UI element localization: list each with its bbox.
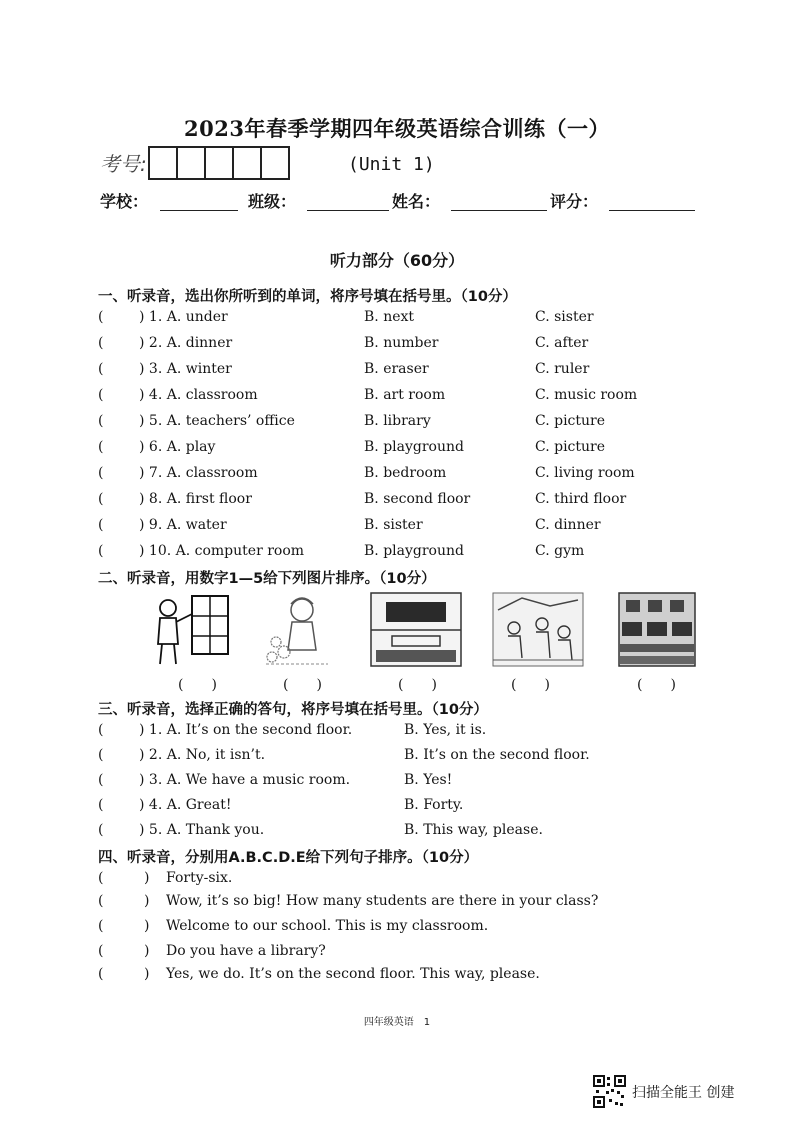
child-with-flowers-picture	[262, 592, 332, 667]
scanner-watermark	[593, 1075, 734, 1108]
answer-paren-left[interactable]: (	[98, 465, 104, 481]
playground-picture	[492, 592, 584, 667]
option-c: C. music room	[535, 387, 638, 403]
answer-paren-right: )	[144, 870, 150, 886]
q3-row	[98, 822, 698, 844]
exam-id-boxes	[150, 146, 290, 180]
q4-row	[98, 918, 698, 940]
q1-heading: 一、听录音，选出你所听到的单词，将序号填在括号里。（10分）	[98, 289, 517, 305]
classroom-blackboard-picture	[370, 592, 462, 667]
sentence: Welcome to our school. This is my classroom.	[166, 918, 489, 934]
score-label: 评分：	[550, 192, 599, 211]
q1-row	[98, 543, 698, 565]
computer-room-picture	[618, 592, 696, 667]
scanner-text: 扫描全能王 创建	[632, 1084, 735, 1101]
q1-row	[98, 387, 698, 409]
answer-paren-left[interactable]: (	[98, 722, 104, 738]
option-b: B. playground	[364, 543, 464, 559]
option-c: C. picture	[535, 439, 606, 455]
option-a: ) 4. A. classroom	[139, 387, 258, 403]
answer-paren-left[interactable]: (	[98, 747, 104, 763]
school-label: 学校：	[100, 192, 149, 211]
answer-paren-right: )	[144, 918, 150, 934]
score-blank[interactable]	[609, 209, 695, 211]
option-a: ) 10. A. computer room	[139, 543, 305, 559]
answer-paren-left[interactable]: (	[98, 797, 104, 813]
answer-paren-left[interactable]: (	[98, 387, 104, 403]
q4-row	[98, 966, 698, 988]
option-b: B. playground	[364, 439, 464, 455]
q4-heading: 四、听录音，分别用A.B.C.D.E给下列句子排序。（10分）	[98, 850, 479, 866]
sentence: Forty-six.	[166, 870, 233, 886]
answer-paren-left[interactable]: (	[98, 822, 104, 838]
q3-row	[98, 747, 698, 769]
q1-row	[98, 335, 698, 357]
answer-paren-left[interactable]: (	[98, 772, 104, 788]
sentence: Yes, we do. It’s on the second floor. This way, please.	[166, 966, 540, 982]
option-a: ) 9. A. water	[139, 517, 227, 533]
q1-row	[98, 491, 698, 513]
answer-paren-left[interactable]: (	[98, 918, 104, 934]
option-a: ) 7. A. classroom	[139, 465, 258, 481]
option-b: B. Forty.	[404, 797, 464, 813]
option-b: B. sister	[364, 517, 423, 533]
option-c: C. dinner	[535, 517, 601, 533]
option-c: C. living room	[535, 465, 635, 481]
picture-order-paren[interactable]: ( )	[637, 677, 676, 693]
option-a: ) 3. A. winter	[139, 361, 232, 377]
q1-row	[98, 413, 698, 435]
answer-paren-left[interactable]: (	[98, 543, 104, 559]
name-label: 姓名：	[392, 192, 441, 211]
answer-paren-left[interactable]: (	[98, 361, 104, 377]
school-blank[interactable]	[160, 209, 238, 211]
option-c: C. third floor	[535, 491, 627, 507]
option-a: ) 8. A. first floor	[139, 491, 252, 507]
sentence: Wow, it’s so big! How many students are there in your class?	[166, 893, 599, 909]
sentence: Do you have a library?	[166, 943, 326, 959]
q1-row	[98, 361, 698, 383]
q4-row	[98, 893, 698, 915]
option-a: ) 1. A. It’s on the second floor.	[139, 722, 353, 738]
option-c: C. picture	[535, 413, 606, 429]
option-b: B. next	[364, 309, 415, 325]
q4-row	[98, 943, 698, 965]
option-a: ) 1. A. under	[139, 309, 228, 325]
option-b: B. second floor	[364, 491, 471, 507]
q3-row	[98, 772, 698, 794]
q3-row	[98, 722, 698, 744]
option-a: ) 6. A. play	[139, 439, 216, 455]
option-a: ) 5. A. Thank you.	[139, 822, 265, 838]
option-c: C. ruler	[535, 361, 590, 377]
exam-id-box[interactable]	[148, 146, 178, 180]
qr-code-icon	[593, 1075, 626, 1108]
option-a: ) 2. A. dinner	[139, 335, 233, 351]
exam-id-box[interactable]	[260, 146, 290, 180]
page-title: 2023年春季学期四年级英语综合训练（一）	[184, 116, 610, 141]
option-c: C. sister	[535, 309, 594, 325]
option-b: B. library	[364, 413, 431, 429]
option-b: B. This way, please.	[404, 822, 543, 838]
page-footer: 四年级英语 1	[363, 1017, 431, 1028]
exam-id-handwritten-label: 考号:	[100, 152, 147, 176]
answer-paren-left[interactable]: (	[98, 966, 104, 982]
answer-paren-left[interactable]: (	[98, 491, 104, 507]
option-c: C. gym	[535, 543, 585, 559]
answer-paren-right: )	[144, 893, 150, 909]
q1-row	[98, 439, 698, 461]
answer-paren-left[interactable]: (	[98, 943, 104, 959]
answer-paren-left[interactable]: (	[98, 517, 104, 533]
q1-row	[98, 465, 698, 487]
option-a: ) 4. A. Great!	[139, 797, 232, 813]
exam-id-box[interactable]	[204, 146, 234, 180]
answer-paren-left[interactable]: (	[98, 309, 104, 325]
option-b: B. Yes!	[404, 772, 453, 788]
name-blank[interactable]	[451, 209, 547, 211]
option-a: ) 5. A. teachers’ office	[139, 413, 295, 429]
answer-paren-right: )	[144, 966, 150, 982]
option-b: B. number	[364, 335, 439, 351]
answer-paren-left[interactable]: (	[98, 335, 104, 351]
class-blank[interactable]	[307, 209, 389, 211]
answer-paren-left[interactable]: (	[98, 439, 104, 455]
option-a: ) 3. A. We have a music room.	[139, 772, 351, 788]
option-c: C. after	[535, 335, 589, 351]
class-label: 班级：	[248, 192, 297, 211]
picture-order-paren[interactable]: ( )	[178, 677, 217, 693]
option-b: B. bedroom	[364, 465, 447, 481]
q2-heading: 二、听录音，用数字1—5给下列图片排序。（10分）	[98, 571, 436, 587]
q2-pictures	[150, 592, 695, 672]
answer-paren-left[interactable]: (	[98, 413, 104, 429]
option-b: B. It’s on the second floor.	[404, 747, 590, 763]
option-b: B. Yes, it is.	[404, 722, 487, 738]
unit-label: (Unit 1)	[348, 154, 435, 175]
answer-paren-left[interactable]: (	[98, 893, 104, 909]
answer-paren-left[interactable]: (	[98, 870, 104, 886]
q3-heading: 三、听录音，选择正确的答句，将序号填在括号里。（10分）	[98, 702, 488, 718]
option-a: ) 2. A. No, it isn’t.	[139, 747, 266, 763]
exam-id-box[interactable]	[176, 146, 206, 180]
picture-order-paren[interactable]: ( )	[398, 677, 437, 693]
exam-id-box[interactable]	[232, 146, 262, 180]
option-b: B. eraser	[364, 361, 429, 377]
answer-paren-right: )	[144, 943, 150, 959]
q3-row	[98, 797, 698, 819]
q1-row	[98, 517, 698, 539]
listening-section-title: 听力部分（60分）	[329, 251, 465, 270]
child-cleaning-window-picture	[150, 592, 240, 667]
q4-row	[98, 870, 698, 892]
picture-order-paren[interactable]: ( )	[283, 677, 322, 693]
q1-row	[98, 309, 698, 331]
option-b: B. art room	[364, 387, 446, 403]
picture-order-paren[interactable]: ( )	[511, 677, 550, 693]
